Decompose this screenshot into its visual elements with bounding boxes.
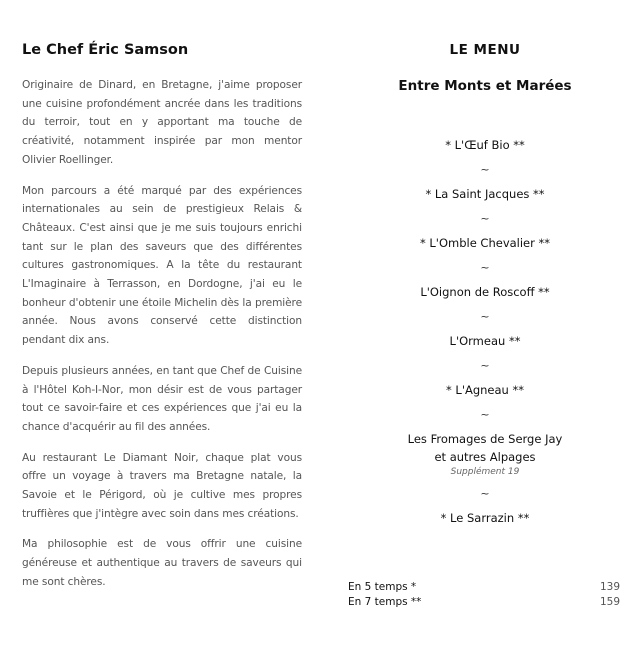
course-separator: ~: [480, 487, 490, 500]
course-separator: ~: [480, 163, 490, 176]
price-row: [348, 595, 620, 610]
course-item: * Le Sarrazin **: [440, 511, 530, 525]
chef-paragraph: Ma philosophie est de vous offrir une cuisine généreuse et authentique au travers de saveurs qui me sont chères.: [22, 538, 302, 588]
price-list: [348, 580, 620, 610]
course-item-cheese: Les Fromages de Serge Jay: [407, 432, 563, 446]
course-separator: ~: [480, 310, 490, 323]
chef-paragraph: Mon parcours a été marqué par des expériences internationales au sein de prestigieux Relais & Châteaux. C'est ainsi que je me suis toujours enrichi tant sur le plan des saveurs que des différentes cultures gastronomiques. A la tête du restaurant L'Imaginaire à Terrasson, en Dordogne, j'ai eu le bonheur d'obtenir une étoile Michelin dès la première année. Nous avons conservé cette distinction pendant dix ans.: [22, 184, 302, 347]
menu-title: LE MENU: [449, 42, 521, 58]
course-separator: ~: [480, 261, 490, 274]
price-value: 159: [599, 596, 620, 608]
cheese-supplement: Supplément 19: [450, 467, 520, 477]
course-list: [340, 136, 630, 527]
chef-section: [22, 40, 302, 604]
course-item: * L'Omble Chevalier **: [419, 236, 551, 250]
course-separator: ~: [480, 359, 490, 372]
chef-paragraph: Originaire de Dinard, en Bretagne, j'aime proposer une cuisine profondément ancrée dans les traditions du terroir, tout en y apportant ma touche de créativité, notamment inspirée par mon mentor Olivier Roellinger.: [22, 79, 302, 166]
course-item: L'Oignon de Roscoff **: [420, 285, 550, 299]
course-separator: ~: [480, 408, 490, 421]
course-item: * L'Agneau **: [446, 383, 524, 397]
chef-paragraph: Depuis plusieurs années, en tant que Chef de Cuisine à l'Hôtel Koh-I-Nor, mon désir est de vous partager tout ce savoir-faire et ces expériences que j'ai eu la chance d'acquérir au fil des années.: [22, 364, 302, 433]
price-row: [348, 580, 620, 595]
price-value: 139: [599, 581, 620, 593]
course-item: L'Ormeau **: [449, 334, 521, 348]
price-label: En 7 temps **: [348, 596, 422, 608]
course-separator: ~: [480, 212, 490, 225]
menu-section: [340, 40, 630, 527]
chef-title: Le Chef Éric Samson: [22, 42, 189, 58]
price-label: En 5 temps *: [348, 581, 417, 593]
chef-paragraph: Au restaurant Le Diamant Noir, chaque plat vous offre un voyage à travers ma Bretagne natale, la Savoie et le Périgord, où je cultive mes propres truffières que j'intègre avec soin dans mes créations.: [22, 451, 302, 520]
menu-subtitle: Entre Monts et Marées: [398, 78, 572, 94]
course-item: * La Saint Jacques **: [425, 187, 545, 201]
course-item: * L'Œuf Bio **: [445, 138, 525, 152]
course-item-cheese-line2: et autres Alpages: [434, 450, 536, 464]
